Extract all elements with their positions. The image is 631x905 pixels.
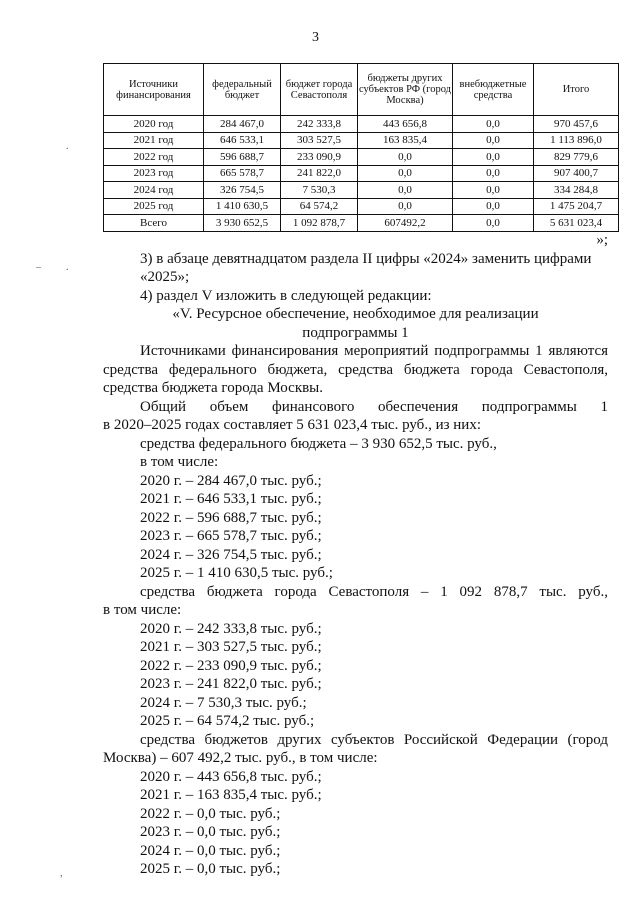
item-3-line-1: 3) в абзаце девятнадцатом раздела II цифры «2024» заменить цифрами — [140, 250, 592, 267]
other-year-2022: 2022 г. – 0,0 тыс. руб.; — [140, 805, 281, 822]
sevastopol-year-2022: 2022 г. – 233 090,9 тыс. руб.; — [140, 657, 322, 674]
federal-year-2024: 2024 г. – 326 754,5 тыс. руб.; — [140, 546, 322, 563]
scan-speck: . — [66, 141, 69, 152]
other-subjects-including: Москва) – 607 492,2 тыс. руб., в том числе: — [103, 750, 378, 766]
table-row — [104, 165, 619, 182]
table-header-row — [104, 64, 619, 116]
table-cell: 2021 год — [104, 132, 204, 149]
sevastopol-year-2020: 2020 г. – 242 333,8 тыс. руб.; — [140, 620, 322, 637]
sevastopol-including: в том числе: — [103, 602, 182, 618]
table-cell: 829 779,6 — [534, 149, 619, 166]
other-year-2024: 2024 г. – 0,0 тыс. руб.; — [140, 842, 281, 859]
table-cell: 0,0 — [453, 132, 534, 149]
table-cell: 3 930 652,5 — [204, 215, 281, 232]
header-federal: федеральный бюджет — [204, 64, 281, 116]
table-cell: 0,0 — [453, 165, 534, 182]
table-cell: 596 688,7 — [204, 149, 281, 166]
table-cell: 242 333,8 — [281, 116, 358, 133]
paragraph-1-line-1: Источниками финансирования мероприятий подпрограммы 1 являются — [140, 343, 608, 359]
section-title-line-1: «V. Ресурсное обеспечение, необходимое для реализации — [172, 306, 539, 322]
table-cell: 303 527,5 — [281, 132, 358, 149]
other-year-2023: 2023 г. – 0,0 тыс. руб.; — [140, 824, 281, 840]
table-cell: 1 092 878,7 — [281, 215, 358, 232]
table-cell: 5 631 023,4 — [534, 215, 619, 232]
table-row — [104, 116, 619, 133]
table-row — [104, 132, 619, 149]
scan-speck: . — [66, 262, 69, 273]
other-year-2025: 2025 г. – 0,0 тыс. руб.; — [140, 861, 281, 877]
section-title-line-2: подпрограммы 1 — [302, 324, 409, 341]
header-extrabudget: внебюджетные средства — [453, 64, 534, 116]
table-cell: 0,0 — [453, 198, 534, 215]
table-cell: 2025 год — [104, 198, 204, 215]
table-total-row — [104, 215, 619, 232]
header-other-subjects: бюджеты других субъектов РФ (город Москва) — [358, 64, 453, 116]
federal-year-2020: 2020 г. – 284 467,0 тыс. руб.; — [140, 472, 322, 489]
sevastopol-year-2023: 2023 г. – 241 822,0 тыс. руб.; — [140, 676, 322, 692]
table-cell: 0,0 — [453, 215, 534, 232]
table-cell: 0,0 — [453, 149, 534, 166]
table-cell: 284 467,0 — [204, 116, 281, 133]
item-4: 4) раздел V изложить в следующей редакции: — [140, 287, 432, 304]
paragraph-2-line-1: Общий объем финансового обеспечения подпрограммы 1 — [140, 398, 608, 415]
federal-year-2021: 2021 г. – 646 533,1 тыс. руб.; — [140, 491, 322, 507]
table-cell: 2020 год — [104, 116, 204, 133]
table-cell: 907 400,7 — [534, 165, 619, 182]
table-cell: 970 457,6 — [534, 116, 619, 133]
other-year-2021: 2021 г. – 163 835,4 тыс. руб.; — [140, 787, 322, 803]
other-year-2020: 2020 г. – 443 656,8 тыс. руб.; — [140, 768, 322, 785]
paragraph-1-line-3: средства бюджета города Москвы. — [103, 380, 324, 396]
table-cell: 326 754,5 — [204, 182, 281, 199]
table-row — [104, 198, 619, 215]
table-cell: 0,0 — [453, 116, 534, 133]
paragraph-2-line-2: в 2020–2025 годах составляет 5 631 023,4 тыс. руб., из них: — [103, 417, 481, 433]
other-subjects-title: средства бюджетов других субъектов Российской Федерации (город — [140, 731, 608, 748]
header-total: Итого — [534, 64, 619, 116]
table-cell: 646 533,1 — [204, 132, 281, 149]
table-cell: 607492,2 — [358, 215, 453, 232]
item-3-line-2: «2025»; — [140, 269, 190, 285]
federal-year-2025: 2025 г. – 1 410 630,5 тыс. руб.; — [140, 565, 333, 581]
header-sevastopol: бюджет города Севастополя — [281, 64, 358, 116]
quote-close: »; — [596, 232, 608, 248]
table-cell: 0,0 — [358, 149, 453, 166]
table-cell: 334 284,8 — [534, 182, 619, 199]
table-row — [104, 149, 619, 166]
table-cell: 665 578,7 — [204, 165, 281, 182]
table-cell: Всего — [104, 215, 204, 232]
table-cell: 64 574,2 — [281, 198, 358, 215]
table-cell: 241 822,0 — [281, 165, 358, 182]
federal-title: средства федерального бюджета – 3 930 652,5 тыс. руб., — [140, 435, 497, 452]
federal-including: в том числе: — [140, 454, 219, 470]
table-cell: 1 113 896,0 — [534, 132, 619, 149]
table-cell: 1 475 204,7 — [534, 198, 619, 215]
header-sources: Источники финансирования — [104, 64, 204, 116]
table-cell: 1 410 630,5 — [204, 198, 281, 215]
table-cell: 2023 год — [104, 165, 204, 182]
federal-year-2022: 2022 г. – 596 688,7 тыс. руб.; — [140, 509, 322, 526]
table-cell: 2024 год — [104, 182, 204, 199]
table-cell: 163 835,4 — [358, 132, 453, 149]
document-body — [103, 231, 608, 879]
scan-speck: , — [60, 868, 63, 879]
table-cell: 233 090,9 — [281, 149, 358, 166]
page-number: 3 — [312, 30, 319, 45]
sevastopol-year-2021: 2021 г. – 303 527,5 тыс. руб.; — [140, 639, 322, 655]
scan-speck: – — [36, 262, 41, 273]
table-cell: 0,0 — [358, 198, 453, 215]
table-cell: 0,0 — [358, 182, 453, 199]
paragraph-1-line-2: средства федерального бюджета, средства бюджета города Севастополя, — [103, 361, 608, 378]
financing-table — [103, 63, 619, 232]
sevastopol-title: средства бюджета города Севастополя – 1 092 878,7 тыс. руб., — [140, 583, 608, 600]
sevastopol-year-2025: 2025 г. – 64 574,2 тыс. руб.; — [140, 713, 315, 729]
sevastopol-year-2024: 2024 г. – 7 530,3 тыс. руб.; — [140, 694, 307, 711]
table-cell: 2022 год — [104, 149, 204, 166]
federal-year-2023: 2023 г. – 665 578,7 тыс. руб.; — [140, 528, 322, 544]
table-cell: 443 656,8 — [358, 116, 453, 133]
table-row — [104, 182, 619, 199]
table-cell: 0,0 — [453, 182, 534, 199]
table-cell: 0,0 — [358, 165, 453, 182]
table-cell: 7 530,3 — [281, 182, 358, 199]
